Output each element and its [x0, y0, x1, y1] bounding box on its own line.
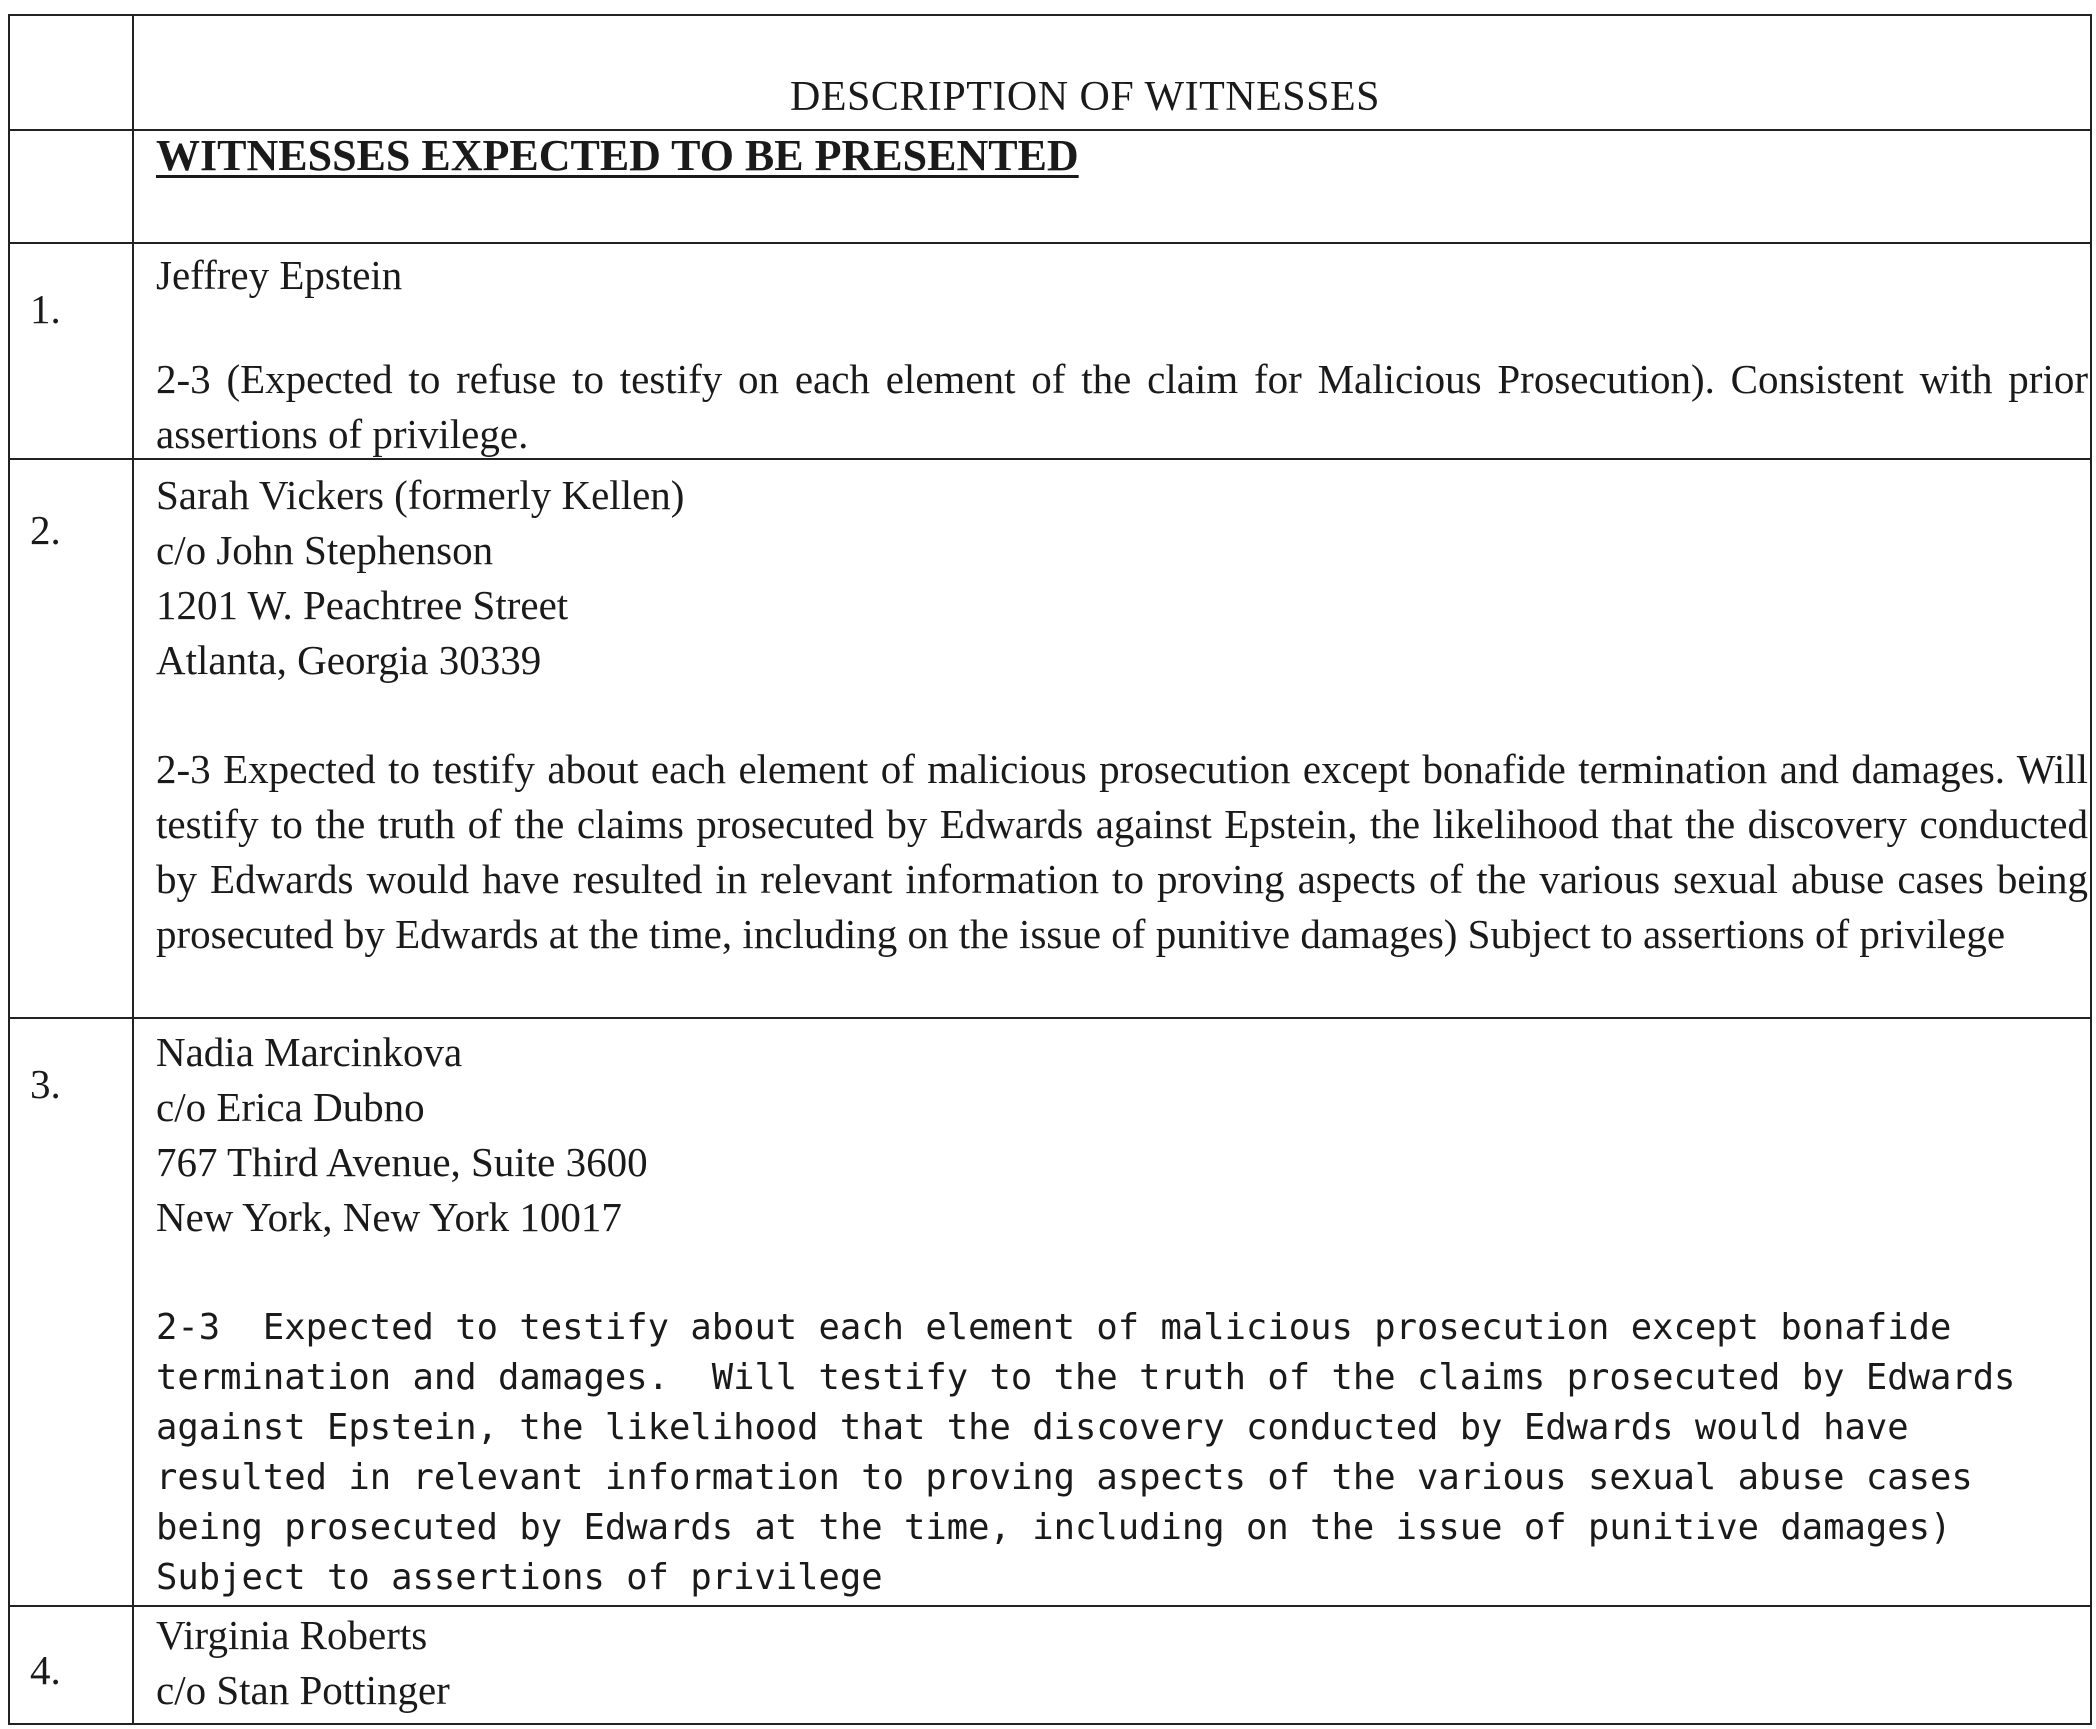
witness-city-line: New York, New York 10017: [156, 1194, 622, 1240]
witness-address-line: 1201 W. Peachtree Street: [156, 582, 569, 628]
witness-contact-block: [156, 468, 684, 688]
section-heading: WITNESSES EXPECTED TO BE PRESENTED: [156, 131, 1079, 180]
witness-care-of: c/o John Stephenson: [156, 527, 494, 573]
witness-care-of: c/o Stan Pottinger: [156, 1667, 450, 1713]
row-divider: [8, 242, 2092, 244]
witness-contact-block: [156, 1608, 450, 1718]
witness-description: 2-3 Expected to testify about each element of malicious prosecution except bonafide termination and damages. Will testify to the truth of the claims prosecuted by Edwards against Epstein, the likelihood that the discovery conducted by Edwards would have resulted in relevant information to proving aspects of the various sexual abuse cases being prosecuted by Edwards at the time, including on the issue of punitive damages) Subject to assertions of privilege: [156, 746, 2088, 957]
witness-number: 3.: [30, 1061, 61, 1107]
witness-number: 2.: [30, 507, 61, 553]
witness-number: 1.: [30, 286, 61, 332]
witness-name: Sarah Vickers (formerly Kellen): [156, 472, 685, 518]
witness-care-of: c/o Erica Dubno: [156, 1084, 425, 1130]
table-bottom-border: [8, 1723, 2092, 1725]
witness-description: 2-3 (Expected to refuse to testify on each element of the claim for Malicious Prosecution). Consistent with prior assertions of privilege.: [156, 356, 2088, 457]
witness-contact-block: [156, 1025, 648, 1245]
table-left-border: [8, 14, 10, 1725]
row-divider: [8, 1605, 2092, 1607]
row-divider: [8, 1017, 2092, 1019]
witness-name: Virginia Roberts: [156, 1612, 428, 1658]
witness-description: 2-3 Expected to testify about each element of malicious prosecution except bonafide termination and damages. Will testify to the truth of the claims prosecuted by Edwards against Epstein, the likelihood that the discovery conducted by Edwards would have resulted in relevant information to proving aspects of the various sexual abuse cases being prosecuted by Edwards at the time, including on the issue of punitive damages) Subject to assertions of privilege: [156, 1307, 2037, 1598]
witness-number: 4.: [30, 1647, 61, 1693]
table-title: DESCRIPTION OF WITNESSES: [790, 74, 1380, 120]
table-top-border: [8, 14, 2092, 16]
witness-address-line: 767 Third Avenue, Suite 3600: [156, 1139, 648, 1185]
witness-name: Nadia Marcinkova: [156, 1029, 463, 1075]
table-column-divider: [132, 14, 134, 1725]
witness-city-line: Atlanta, Georgia 30339: [156, 637, 542, 683]
witness-name: Jeffrey Epstein: [156, 252, 403, 298]
